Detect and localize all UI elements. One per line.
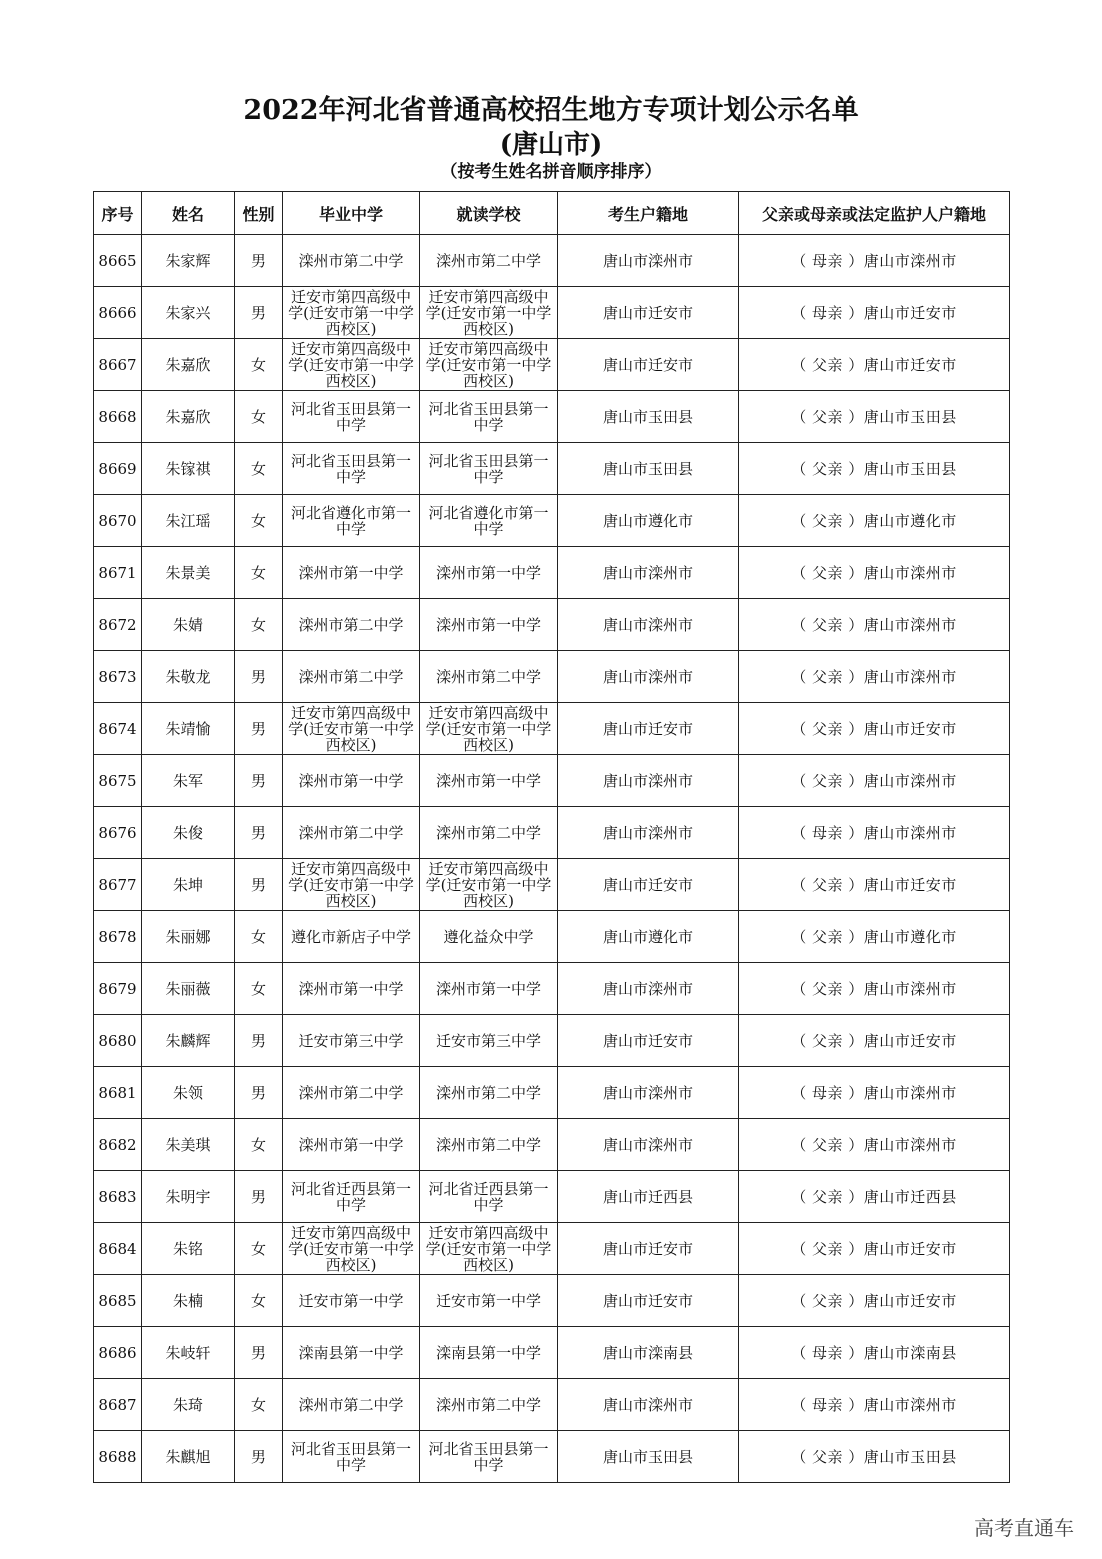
table-row [94,1379,1010,1431]
cell-current-school: 滦南县第一中学 [420,1327,558,1379]
cell-serial: 8688 [94,1431,142,1483]
cell-current-school: 滦州市第二中学 [420,1119,558,1171]
cell-serial: 8667 [94,339,142,391]
cell-household-registration: 唐山市玉田县 [558,1431,739,1483]
cell-current-school: 河北省玉田县第一中学 [420,391,558,443]
cell-serial: 8670 [94,495,142,547]
table-row [94,287,1010,339]
cell-serial: 8672 [94,599,142,651]
cell-gender: 女 [235,1223,283,1275]
column-header: 毕业中学 [283,192,420,235]
cell-guardian-registration: （ 母亲 ）唐山市滦南县 [739,1327,1010,1379]
table-row [94,495,1010,547]
cell-gender: 男 [235,859,283,911]
cell-household-registration: 唐山市迁安市 [558,287,739,339]
cell-name: 朱婧 [142,599,235,651]
cell-serial: 8686 [94,1327,142,1379]
cell-name: 朱靖愉 [142,703,235,755]
table-row [94,755,1010,807]
cell-graduation-school: 迁安市第四高级中学(迁安市第一中学西校区) [283,703,420,755]
cell-name: 朱楠 [142,1275,235,1327]
watermark-text: 高考直通车 [974,1516,1074,1540]
cell-serial: 8678 [94,911,142,963]
table-row [94,1119,1010,1171]
cell-name: 朱家辉 [142,235,235,287]
column-header: 就读学校 [420,192,558,235]
cell-graduation-school: 滦州市第二中学 [283,807,420,859]
cell-current-school: 遵化益众中学 [420,911,558,963]
cell-graduation-school: 遵化市新店子中学 [283,911,420,963]
cell-household-registration: 唐山市滦州市 [558,547,739,599]
cell-graduation-school: 河北省遵化市第一中学 [283,495,420,547]
cell-gender: 女 [235,1379,283,1431]
cell-household-registration: 唐山市滦州市 [558,651,739,703]
cell-serial: 8666 [94,287,142,339]
cell-household-registration: 唐山市玉田县 [558,443,739,495]
cell-current-school: 滦州市第一中学 [420,755,558,807]
cell-household-registration: 唐山市滦州市 [558,963,739,1015]
cell-name: 朱俊 [142,807,235,859]
cell-gender: 女 [235,443,283,495]
cell-gender: 男 [235,1171,283,1223]
cell-serial: 8682 [94,1119,142,1171]
cell-gender: 男 [235,703,283,755]
cell-guardian-registration: （ 父亲 ）唐山市玉田县 [739,1431,1010,1483]
cell-serial: 8681 [94,1067,142,1119]
cell-graduation-school: 迁安市第四高级中学(迁安市第一中学西校区) [283,1223,420,1275]
table-row [94,235,1010,287]
table-row [94,651,1010,703]
cell-gender: 女 [235,495,283,547]
table-row [94,963,1010,1015]
cell-name: 朱明宇 [142,1171,235,1223]
cell-household-registration: 唐山市迁西县 [558,1171,739,1223]
cell-serial: 8671 [94,547,142,599]
cell-name: 朱麒旭 [142,1431,235,1483]
table-row [94,391,1010,443]
table-row [94,911,1010,963]
cell-graduation-school: 迁安市第四高级中学(迁安市第一中学西校区) [283,339,420,391]
cell-current-school: 迁安市第四高级中学(迁安市第一中学西校区) [420,339,558,391]
cell-guardian-registration: （ 母亲 ）唐山市滦州市 [739,1067,1010,1119]
cell-guardian-registration: （ 母亲 ）唐山市滦州市 [739,1379,1010,1431]
cell-graduation-school: 滦州市第一中学 [283,963,420,1015]
cell-serial: 8680 [94,1015,142,1067]
cell-household-registration: 唐山市迁安市 [558,339,739,391]
cell-gender: 男 [235,287,283,339]
cell-gender: 女 [235,963,283,1015]
cell-gender: 女 [235,547,283,599]
cell-name: 朱嘉欣 [142,339,235,391]
cell-gender: 女 [235,911,283,963]
cell-graduation-school: 滦州市第二中学 [283,1067,420,1119]
table-header-row [94,192,1010,235]
cell-guardian-registration: （ 父亲 ）唐山市玉田县 [739,391,1010,443]
cell-name: 朱岐轩 [142,1327,235,1379]
table-row [94,1171,1010,1223]
cell-name: 朱丽娜 [142,911,235,963]
cell-current-school: 滦州市第二中学 [420,651,558,703]
cell-current-school: 迁安市第四高级中学(迁安市第一中学西校区) [420,1223,558,1275]
cell-gender: 男 [235,1431,283,1483]
cell-graduation-school: 滦州市第二中学 [283,651,420,703]
cell-name: 朱敬龙 [142,651,235,703]
cell-guardian-registration: （ 父亲 ）唐山市玉田县 [739,443,1010,495]
cell-current-school: 滦州市第二中学 [420,1067,558,1119]
cell-household-registration: 唐山市滦州市 [558,1119,739,1171]
cell-name: 朱景美 [142,547,235,599]
cell-name: 朱铭 [142,1223,235,1275]
cell-guardian-registration: （ 父亲 ）唐山市滦州市 [739,547,1010,599]
cell-gender: 男 [235,1327,283,1379]
cell-current-school: 迁安市第一中学 [420,1275,558,1327]
cell-name: 朱镓祺 [142,443,235,495]
cell-current-school: 河北省玉田县第一中学 [420,443,558,495]
cell-gender: 男 [235,807,283,859]
cell-graduation-school: 河北省玉田县第一中学 [283,1431,420,1483]
cell-household-registration: 唐山市迁安市 [558,1223,739,1275]
roster-table [93,191,1010,1483]
table-row [94,1327,1010,1379]
table-row [94,443,1010,495]
cell-serial: 8675 [94,755,142,807]
cell-household-registration: 唐山市滦州市 [558,235,739,287]
table-row [94,703,1010,755]
cell-graduation-school: 滦州市第一中学 [283,1119,420,1171]
cell-household-registration: 唐山市迁安市 [558,703,739,755]
cell-gender: 男 [235,651,283,703]
cell-serial: 8685 [94,1275,142,1327]
cell-gender: 男 [235,1015,283,1067]
column-header: 考生户籍地 [558,192,739,235]
cell-name: 朱坤 [142,859,235,911]
cell-serial: 8674 [94,703,142,755]
cell-current-school: 滦州市第一中学 [420,599,558,651]
table-row [94,859,1010,911]
column-header: 姓名 [142,192,235,235]
cell-guardian-registration: （ 父亲 ）唐山市滦州市 [739,755,1010,807]
cell-graduation-school: 滦州市第二中学 [283,1379,420,1431]
cell-gender: 女 [235,391,283,443]
cell-graduation-school: 河北省迁西县第一中学 [283,1171,420,1223]
table-row [94,1431,1010,1483]
column-header: 序号 [94,192,142,235]
cell-current-school: 河北省玉田县第一中学 [420,1431,558,1483]
cell-current-school: 迁安市第三中学 [420,1015,558,1067]
cell-guardian-registration: （ 父亲 ）唐山市滦州市 [739,599,1010,651]
cell-household-registration: 唐山市滦州市 [558,807,739,859]
cell-graduation-school: 滦南县第一中学 [283,1327,420,1379]
cell-current-school: 迁安市第四高级中学(迁安市第一中学西校区) [420,287,558,339]
cell-graduation-school: 迁安市第一中学 [283,1275,420,1327]
cell-guardian-registration: （ 母亲 ）唐山市迁安市 [739,287,1010,339]
cell-current-school: 迁安市第四高级中学(迁安市第一中学西校区) [420,859,558,911]
cell-serial: 8677 [94,859,142,911]
cell-gender: 男 [235,235,283,287]
cell-household-registration: 唐山市滦州市 [558,1067,739,1119]
cell-guardian-registration: （ 父亲 ）唐山市滦州市 [739,651,1010,703]
cell-serial: 8684 [94,1223,142,1275]
cell-gender: 女 [235,1275,283,1327]
cell-graduation-school: 滦州市第一中学 [283,755,420,807]
cell-guardian-registration: （ 父亲 ）唐山市迁安市 [739,859,1010,911]
cell-guardian-registration: （ 父亲 ）唐山市迁安市 [739,339,1010,391]
cell-graduation-school: 迁安市第三中学 [283,1015,420,1067]
cell-household-registration: 唐山市滦州市 [558,599,739,651]
cell-guardian-registration: （ 父亲 ）唐山市迁西县 [739,1171,1010,1223]
cell-guardian-registration: （ 父亲 ）唐山市迁安市 [739,1275,1010,1327]
cell-name: 朱美琪 [142,1119,235,1171]
cell-graduation-school: 滦州市第一中学 [283,547,420,599]
table-row [94,1223,1010,1275]
cell-serial: 8683 [94,1171,142,1223]
cell-current-school: 河北省迁西县第一中学 [420,1171,558,1223]
cell-gender: 女 [235,339,283,391]
cell-guardian-registration: （ 父亲 ）唐山市迁安市 [739,703,1010,755]
cell-name: 朱江瑶 [142,495,235,547]
cell-current-school: 河北省遵化市第一中学 [420,495,558,547]
cell-current-school: 滦州市第二中学 [420,235,558,287]
cell-guardian-registration: （ 父亲 ）唐山市滦州市 [739,1119,1010,1171]
cell-household-registration: 唐山市玉田县 [558,391,739,443]
table-row [94,1275,1010,1327]
cell-household-registration: 唐山市遵化市 [558,911,739,963]
cell-graduation-school: 河北省玉田县第一中学 [283,391,420,443]
cell-household-registration: 唐山市迁安市 [558,1015,739,1067]
cell-household-registration: 唐山市迁安市 [558,1275,739,1327]
cell-serial: 8669 [94,443,142,495]
table-row [94,1067,1010,1119]
cell-graduation-school: 迁安市第四高级中学(迁安市第一中学西校区) [283,859,420,911]
cell-guardian-registration: （ 父亲 ）唐山市遵化市 [739,911,1010,963]
cell-graduation-school: 迁安市第四高级中学(迁安市第一中学西校区) [283,287,420,339]
cell-current-school: 滦州市第一中学 [420,963,558,1015]
cell-gender: 男 [235,755,283,807]
cell-serial: 8676 [94,807,142,859]
cell-guardian-registration: （ 父亲 ）唐山市迁安市 [739,1223,1010,1275]
cell-serial: 8687 [94,1379,142,1431]
cell-household-registration: 唐山市遵化市 [558,495,739,547]
cell-serial: 8668 [94,391,142,443]
cell-household-registration: 唐山市滦州市 [558,755,739,807]
table-row [94,599,1010,651]
cell-current-school: 滦州市第一中学 [420,547,558,599]
cell-current-school: 滦州市第二中学 [420,1379,558,1431]
cell-graduation-school: 滦州市第二中学 [283,599,420,651]
cell-household-registration: 唐山市滦南县 [558,1327,739,1379]
table-row [94,547,1010,599]
cell-gender: 女 [235,599,283,651]
table-row [94,1015,1010,1067]
page-title: 2022年河北省普通高校招生地方专项计划公示名单 [243,95,859,126]
cell-graduation-school: 滦州市第二中学 [283,235,420,287]
cell-guardian-registration: （ 父亲 ）唐山市迁安市 [739,1015,1010,1067]
cell-graduation-school: 河北省玉田县第一中学 [283,443,420,495]
cell-guardian-registration: （ 母亲 ）唐山市滦州市 [739,807,1010,859]
cell-name: 朱麟辉 [142,1015,235,1067]
cell-gender: 男 [235,1067,283,1119]
table-row [94,807,1010,859]
cell-serial: 8679 [94,963,142,1015]
cell-current-school: 滦州市第二中学 [420,807,558,859]
cell-guardian-registration: （ 父亲 ）唐山市遵化市 [739,495,1010,547]
cell-household-registration: 唐山市迁安市 [558,859,739,911]
cell-name: 朱军 [142,755,235,807]
cell-guardian-registration: （ 父亲 ）唐山市滦州市 [739,963,1010,1015]
column-header: 父亲或母亲或法定监护人户籍地 [739,192,1010,235]
city-subtitle: (唐山市) [499,130,603,160]
cell-gender: 女 [235,1119,283,1171]
cell-serial: 8673 [94,651,142,703]
cell-name: 朱嘉欣 [142,391,235,443]
cell-household-registration: 唐山市滦州市 [558,1379,739,1431]
cell-name: 朱丽薇 [142,963,235,1015]
table-row [94,339,1010,391]
cell-guardian-registration: （ 母亲 ）唐山市滦州市 [739,235,1010,287]
sort-note: （按考生姓名拼音顺序排序） [440,162,662,182]
column-header: 性别 [235,192,283,235]
cell-serial: 8665 [94,235,142,287]
cell-name: 朱家兴 [142,287,235,339]
cell-name: 朱琦 [142,1379,235,1431]
cell-name: 朱领 [142,1067,235,1119]
cell-current-school: 迁安市第四高级中学(迁安市第一中学西校区) [420,703,558,755]
